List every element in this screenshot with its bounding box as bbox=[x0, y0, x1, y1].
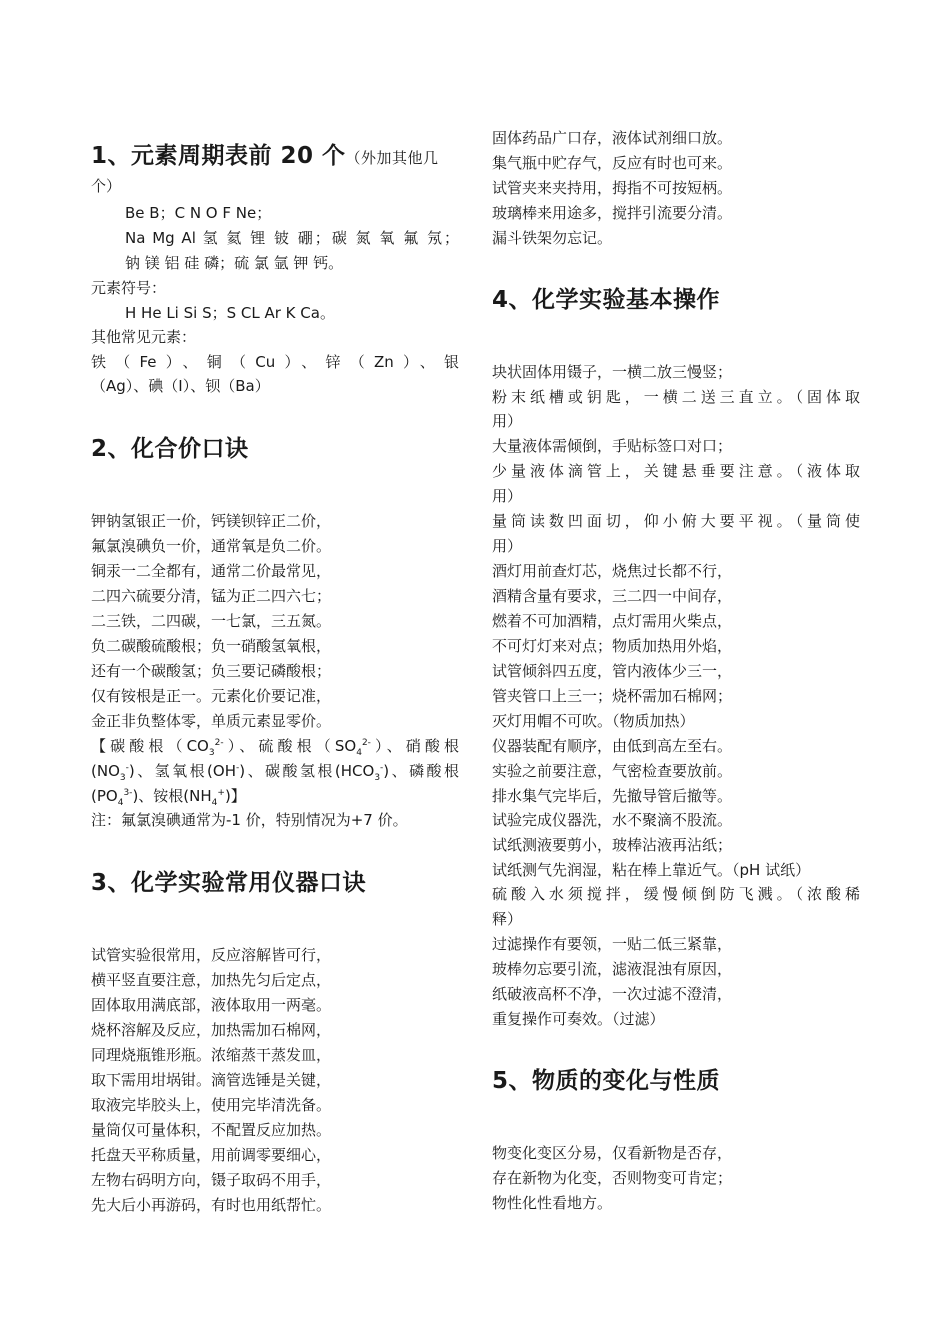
section-4-line: 重复操作可奏效。（过滤） bbox=[492, 1010, 665, 1028]
section-3-line: 集气瓶中贮存气，反应有时也可来。 bbox=[492, 154, 733, 172]
radicals-line: $(PO_4^{3-})$、铵根$(NH_4^+)$】 bbox=[91, 787, 246, 808]
section-3-line: 试管实验很常用，反应溶解皆可行， bbox=[91, 946, 332, 964]
section-2-line: 金正非负整体零，单质元素显零价。 bbox=[91, 712, 332, 730]
section-4-line: 试管倾斜四五度，管内液体少三一， bbox=[492, 662, 733, 680]
section-3-line: 烧杯溶解及反应，加热需加石棉网， bbox=[91, 1021, 332, 1039]
section-5-line: 物变化变区分易，仅看新物是否存， bbox=[492, 1144, 733, 1162]
radicals-line: 【碳酸根$(CO_3^{2-})$、硫酸根$(SO_4^{2-})$、硝酸根 bbox=[91, 737, 459, 758]
section-2-line: 二四六硫要分清，锰为正二四六七； bbox=[91, 587, 332, 605]
section-4-line: 不可灯灯来对点；物质加热用外焰， bbox=[492, 637, 733, 655]
section-3-line: 漏斗铁架勿忘记。 bbox=[492, 229, 613, 247]
section-4-line: 少量液体滴管上，关键悬垂要注意。（液体取 bbox=[492, 462, 860, 480]
section-2-line: 铜汞一二全都有，通常二价最常见， bbox=[91, 562, 332, 580]
section-4-line: 释） bbox=[492, 910, 523, 928]
others-line: （Ag）、碘（I）、钡（Ba） bbox=[91, 377, 270, 395]
section-4-line: 大量液体需倾倒，手贴标签口对口； bbox=[492, 437, 733, 455]
section-4-line: 仪器装配有顺序，由低到高左至右。 bbox=[492, 737, 733, 755]
section-4-line: 灭灯用帽不可吹。（物质加热） bbox=[492, 712, 695, 730]
section-4-line: 酒灯用前查灯芯，烧焦过长都不行， bbox=[492, 562, 733, 580]
section-3-title: 3、化学实验常用仪器口诀 bbox=[91, 870, 367, 896]
section-4-line: 酒精含量有要求，三二四一中间存， bbox=[492, 587, 733, 605]
section-2-line: 钾钠氢银正一价，钙镁钡锌正二价， bbox=[91, 512, 332, 530]
section-4-line: 粉末纸槽或钥匙，一横二送三直立。（固体取 bbox=[492, 388, 860, 406]
section-3-line: 左物右码明方向，镊子取码不用手， bbox=[91, 1171, 332, 1189]
section-2-line: 还有一个碳酸氢；负三要记磷酸根； bbox=[91, 662, 332, 680]
section-4-line: 燃着不可加酒精，点灯需用火柴点， bbox=[492, 612, 733, 630]
section-2-line: 仅有铵根是正一。元素化价要记准， bbox=[91, 687, 332, 705]
section-3-line: 托盘天平称质量，用前调零要细心， bbox=[91, 1146, 332, 1164]
section-4-title: 4、化学实验基本操作 bbox=[492, 287, 721, 313]
section-3-line: 同理烧瓶锥形瓶。浓缩蒸干蒸发皿， bbox=[91, 1046, 332, 1064]
section-4-line: 用） bbox=[492, 537, 523, 555]
section-3-line: 取液完毕胶头上，使用完毕清洗备。 bbox=[91, 1096, 332, 1114]
section-3-line: 固体药品广口存，液体试剂细口放。 bbox=[492, 129, 733, 147]
section-4-line: 块状固体用镊子，一横二放三慢竖； bbox=[492, 363, 733, 381]
section-1-title: 1、元素周期表前 20 个 bbox=[91, 143, 346, 169]
section-2-title: 2、化合价口诀 bbox=[91, 436, 249, 462]
section-4-line: 用） bbox=[492, 487, 523, 505]
others-label: 其他常见元素： bbox=[91, 328, 197, 346]
section-1-line: Be B；C N O F Ne； bbox=[125, 204, 272, 222]
section-2-line: 负二碳酸硫酸根；负一硝酸氢氧根， bbox=[91, 637, 332, 655]
section-3-line: 量筒仅可量体积，不配置反应加热。 bbox=[91, 1121, 332, 1139]
section-3-line: 固体取用满底部，液体取用一两毫。 bbox=[91, 996, 332, 1014]
section-3-line: 玻璃棒来用途多，搅拌引流要分清。 bbox=[492, 204, 733, 222]
section-4-line: 过滤操作有要领，一贴二低三紧靠， bbox=[492, 935, 733, 953]
section-3-line: 取下需用坩埚钳。滴管选锤是关键， bbox=[91, 1071, 332, 1089]
section-5-line: 存在新物为化变，否则物变可肯定； bbox=[492, 1169, 733, 1187]
section-4-line: 玻棒勿忘要引流，滤液混浊有原因， bbox=[492, 960, 733, 978]
section-2-line: 二三铁，二四碳，一七氯，三五氮。 bbox=[91, 612, 332, 630]
section-1-title-note-cont: 个） bbox=[91, 177, 122, 195]
section-4-line: 实验之前要注意，气密检查要放前。 bbox=[492, 762, 733, 780]
section-5-line: 物性化性看地方。 bbox=[492, 1194, 613, 1212]
section-4-line: 纸破液高杯不净，一次过滤不澄清， bbox=[492, 985, 733, 1003]
section-1-title-note: （外加其他几 bbox=[345, 149, 439, 167]
section-4-line: 试验完成仪器洗，水不聚滴不股流。 bbox=[492, 811, 733, 829]
section-4-line: 试纸测气先润湿，粘在棒上靠近气。（pH 试纸） bbox=[492, 861, 811, 879]
section-3-line: 横平竖直要注意，加热先匀后定点， bbox=[91, 971, 332, 989]
section-3-line: 先大后小再游码，有时也用纸帮忙。 bbox=[91, 1196, 332, 1214]
symbols-label: 元素符号： bbox=[91, 279, 167, 297]
symbols-line: H He Li Si S；S CL Ar K Ca。 bbox=[125, 304, 335, 322]
section-4-line: 硫酸入水须搅拌，缓慢倾倒防飞溅。（浓酸稀 bbox=[492, 885, 860, 903]
section-2-note: 注：氟氯溴碘通常为-1 价，特别情况为+7 价。 bbox=[91, 811, 408, 829]
radicals-line: $(NO_3^-)$、氢氧根(OH-)、碳酸氢根$(HCO_3^-)$、磷酸根 bbox=[91, 762, 460, 783]
section-4-line: 排水集气完毕后，先撤导管后撤等。 bbox=[492, 787, 733, 805]
section-4-line: 试纸测液要剪小，玻棒沾液再沾纸； bbox=[492, 836, 733, 854]
section-1-line: 钠 镁 铝 硅 磷；硫 氯 氩 钾 钙。 bbox=[125, 254, 344, 272]
section-4-line: 管夹管口上三一；烧杯需加石棉网； bbox=[492, 687, 733, 705]
section-2-line: 氟氯溴碘负一价，通常氧是负二价。 bbox=[91, 537, 332, 555]
section-1-line: Na Mg Al 氢 氦 锂 铍 硼；碳 氮 氧 氟 氖； bbox=[125, 229, 459, 247]
section-5-title: 5、物质的变化与性质 bbox=[492, 1068, 721, 1094]
section-1-heading bbox=[91, 137, 439, 170]
others-line: 铁（Fe）、铜（Cu）、锌（Zn）、银 bbox=[91, 353, 459, 371]
section-3-line: 试管夹来夹持用，拇指不可按短柄。 bbox=[492, 179, 733, 197]
section-4-line: 用） bbox=[492, 412, 523, 430]
section-4-line: 量筒读数凹面切，仰小俯大要平视。（量筒使 bbox=[492, 512, 860, 530]
